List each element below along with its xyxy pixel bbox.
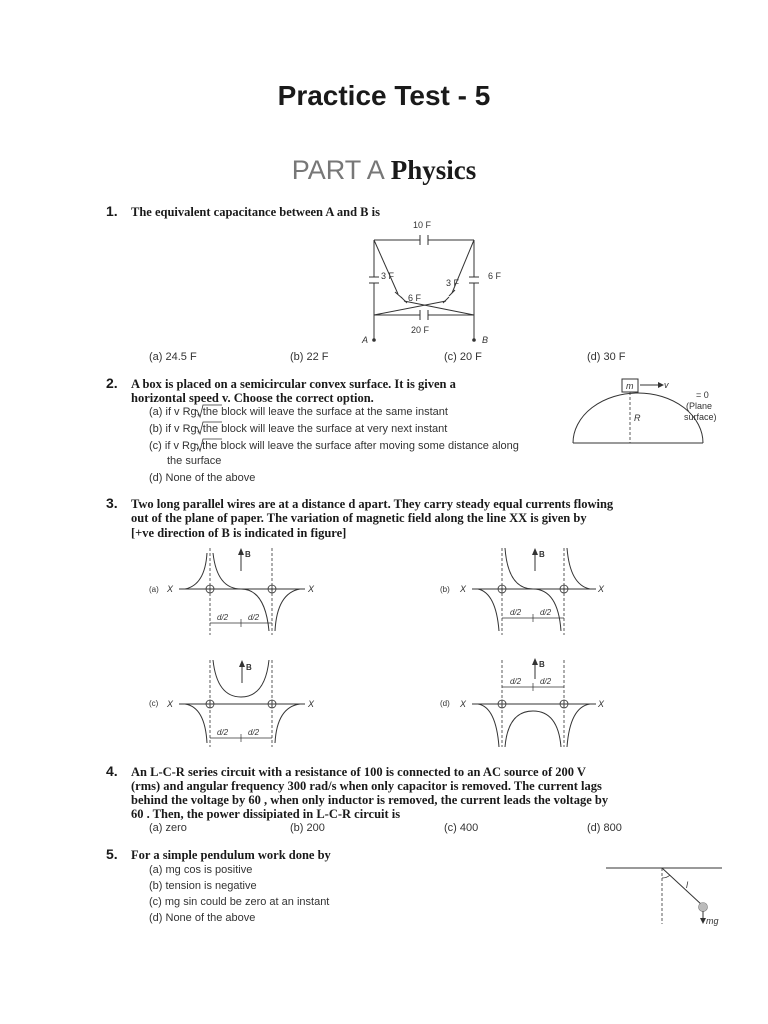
x-left-label: X xyxy=(167,584,174,594)
node-b-label: B xyxy=(482,335,489,345)
x-left-label: X xyxy=(460,699,467,709)
node-a-dot xyxy=(372,338,376,342)
plane-note-1: (Plane xyxy=(686,401,713,411)
b-arrow-icon xyxy=(239,660,245,667)
half-label-1: d/2 xyxy=(217,728,229,737)
q4-option-d: (d) 800 xyxy=(587,822,622,834)
b-arrow-icon xyxy=(532,658,538,665)
velocity-label: v xyxy=(664,380,669,390)
graph-c-label: (c) xyxy=(149,699,159,708)
q5-option-c: (c) mg sin could be zero at an instant xyxy=(149,896,330,908)
b-label: B xyxy=(246,663,252,672)
q4-option-b: (b) 200 xyxy=(290,822,325,834)
q1-text: The equivalent capacitance between A and B is xyxy=(131,205,380,219)
q5-number: 5. xyxy=(106,846,118,862)
q5-option-b: (b) tension is negative xyxy=(149,880,257,892)
graph-d xyxy=(438,655,618,750)
q4-line-4: 60 . Then, the power dissipiated in L-C-R circuit is xyxy=(131,807,401,821)
friction-label: = 0 xyxy=(696,390,709,400)
q1-number: 1. xyxy=(106,203,118,219)
part-label: PART A xyxy=(291,155,385,185)
q4-option-c: (c) 400 xyxy=(444,822,479,834)
half-label-2: d/2 xyxy=(248,728,260,737)
x-right-label: X xyxy=(598,699,605,709)
b-arrow-icon xyxy=(532,548,538,555)
part-heading xyxy=(0,155,768,186)
q4-line-2: (rms) and angular frequency 300 rad/s when only capacitor is removed. The current lags xyxy=(131,779,602,793)
q3-line-3: [+ve direction of B is indicated in figure] xyxy=(131,526,347,540)
half-label-2: d/2 xyxy=(540,677,552,686)
graph-a xyxy=(145,543,325,638)
q2-number: 2. xyxy=(106,375,118,391)
cap-top-label: 10 F xyxy=(413,220,432,230)
graph-b-label: (b) xyxy=(440,585,450,594)
half-label-2: d/2 xyxy=(248,613,260,622)
q3-line-1: Two long parallel wires are at a distance d apart. They carry steady equal currents flowing xyxy=(131,497,614,511)
half-label-1: d/2 xyxy=(217,613,229,622)
q2-option-d: (d) None of the above xyxy=(149,472,256,484)
q2-line-1: A box is placed on a semicircular convex surface. It is given a xyxy=(131,377,456,391)
q2-hemisphere-figure xyxy=(568,375,728,450)
q4-option-a: (a) zero xyxy=(149,822,187,834)
length-label: l xyxy=(686,880,688,890)
x-right-label: X xyxy=(308,584,315,594)
plane-note-2: surface) xyxy=(684,412,717,422)
q2-option-b: (b) if v Rg, the block will leave the surface at very next instant xyxy=(149,423,448,435)
q5-option-d: (d) None of the above xyxy=(149,912,256,924)
graph-d-label: (d) xyxy=(440,699,450,708)
sqrt-signs xyxy=(194,404,224,456)
q4-line-3: behind the voltage by 60 , when only inductor is removed, the current leads the voltage by xyxy=(131,793,609,807)
q2-line-2: horizontal speed v. Choose the correct option. xyxy=(131,391,374,405)
q2-option-a: (a) if v Rg, the block will leave the surface at the same instant xyxy=(149,406,448,418)
page-title: Practice Test - 5 xyxy=(277,80,491,111)
q3-line-2: out of the plane of paper. The variation of magnetic field along the line XX is given by xyxy=(131,511,587,525)
q2-option-c-cont: the surface xyxy=(167,455,222,467)
q4-line-1: An L-C-R series circuit with a resistance of 100 is connected to an AC source of 200 V xyxy=(131,765,586,779)
q1-option-c: (c) 20 F xyxy=(444,351,482,363)
cap-left-label: 3 F xyxy=(381,271,395,281)
q1-circuit-diagram xyxy=(350,215,510,350)
graph-c xyxy=(145,655,325,750)
b-label: B xyxy=(539,660,545,669)
node-b-dot xyxy=(472,338,476,342)
q1-option-a: (a) 24.5 F xyxy=(149,351,197,363)
q1-option-b: (b) 22 F xyxy=(290,351,329,363)
b-arrow-icon xyxy=(238,548,244,555)
b-label: B xyxy=(539,550,545,559)
graph-a-label: (a) xyxy=(149,585,159,594)
half-label-1: d/2 xyxy=(510,677,522,686)
x-left-label: X xyxy=(167,699,174,709)
q3-number: 3. xyxy=(106,495,118,511)
cap-midright-label: 3 F xyxy=(446,278,460,288)
bob-icon xyxy=(699,903,708,912)
x-right-label: X xyxy=(308,699,315,709)
cap-bottom-label: 20 F xyxy=(411,325,430,335)
radius-label: R xyxy=(634,413,641,423)
x-right-label: X xyxy=(598,584,605,594)
q1-option-d: (d) 30 F xyxy=(587,351,626,363)
q5-option-a: (a) mg cos is positive xyxy=(149,864,253,876)
q4-number: 4. xyxy=(106,763,118,779)
weight-label: mg xyxy=(706,916,719,926)
half-label-1: d/2 xyxy=(510,608,522,617)
graph-b xyxy=(438,543,618,638)
x-left-label: X xyxy=(460,584,467,594)
q5-pendulum-figure xyxy=(604,860,729,930)
node-a-label: A xyxy=(362,335,369,345)
b-label: B xyxy=(245,550,251,559)
cap-right-label: 6 F xyxy=(488,271,502,281)
cap-center-label: 6 F xyxy=(408,293,422,303)
q5-text: For a simple pendulum work done by xyxy=(131,848,331,862)
subject-label: Physics xyxy=(390,155,477,185)
q2-option-c: (c) if v Rg, the block will leave the surface after moving some distance along xyxy=(149,440,519,452)
half-label-2: d/2 xyxy=(540,608,552,617)
mass-label: m xyxy=(626,381,634,391)
